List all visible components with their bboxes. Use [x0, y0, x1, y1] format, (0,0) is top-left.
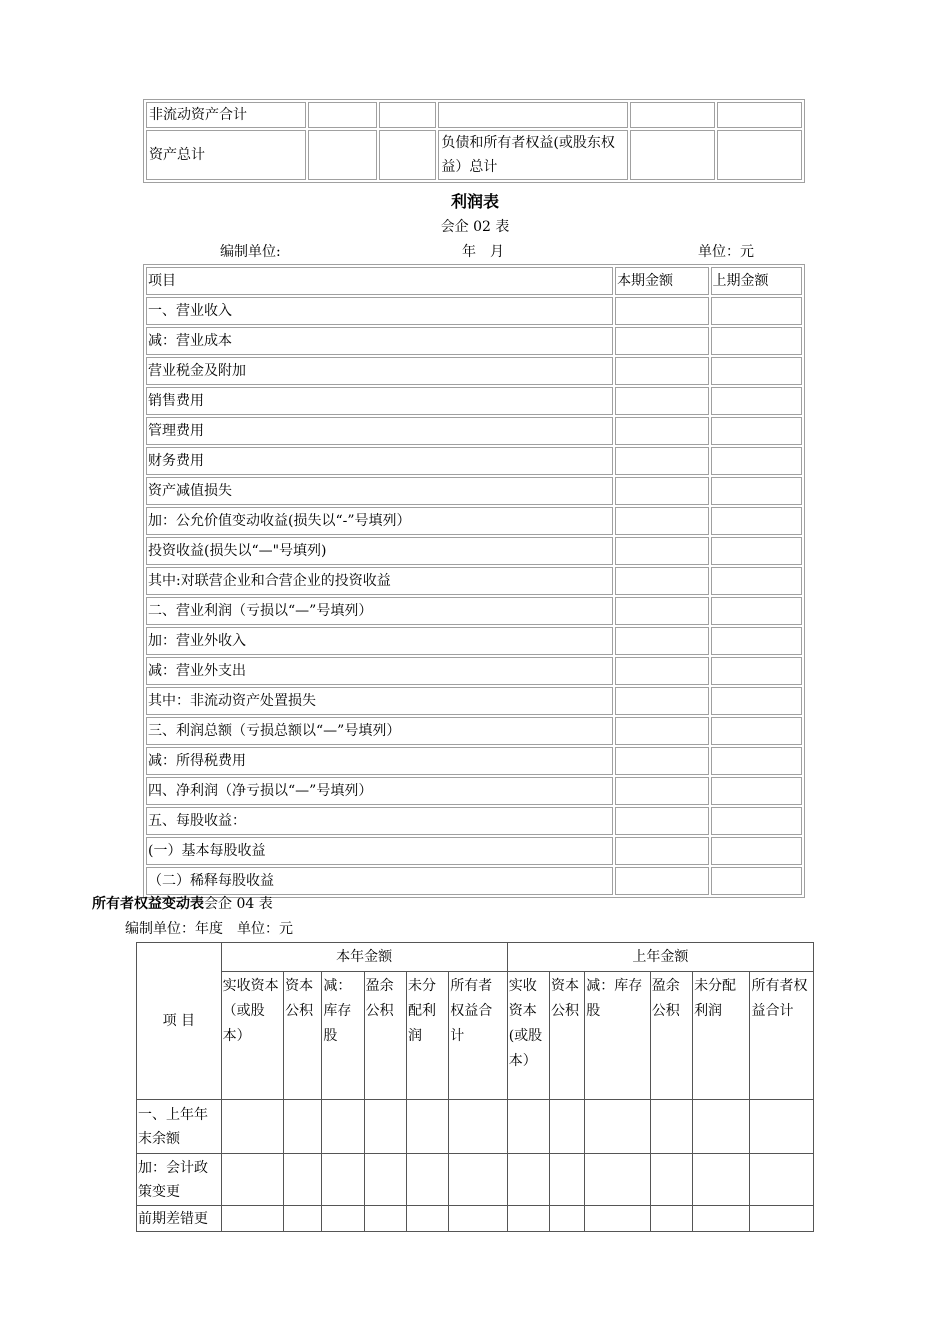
- current-amount-cell: [615, 717, 708, 745]
- column-header: 实收资本（或股本）: [221, 972, 283, 1100]
- current-amount-cell: [615, 477, 708, 505]
- previous-amount-cell: [711, 807, 802, 835]
- equity-title-line: [92, 893, 273, 913]
- amount-cell: [693, 1206, 750, 1232]
- amount-cell: [364, 1206, 406, 1232]
- current-amount-cell: [615, 327, 708, 355]
- column-header: 未分配利润: [406, 972, 448, 1100]
- current-amount-cell: [615, 627, 708, 655]
- table-row: [146, 777, 802, 805]
- column-header: 所有者权益合计: [750, 972, 814, 1100]
- current-amount-cell: [615, 837, 708, 865]
- row-label: 前期差错更: [137, 1206, 222, 1232]
- amount-cell: [449, 1206, 507, 1232]
- current-amount-cell: [615, 777, 708, 805]
- table-row: [137, 1206, 814, 1232]
- amount-cell: [284, 1100, 322, 1154]
- table-row: [146, 477, 802, 505]
- table-row: [146, 327, 802, 355]
- amount-cell: [364, 1154, 406, 1206]
- previous-amount-cell: [711, 597, 802, 625]
- previous-amount-cell: [711, 747, 802, 775]
- row-label: [438, 102, 628, 128]
- previous-amount-cell: [711, 447, 802, 475]
- equity-form-no: 会企 04 表: [204, 896, 273, 912]
- amount-cell: [406, 1154, 448, 1206]
- current-amount-cell: [615, 687, 708, 715]
- column-header: 减：库存股: [322, 972, 364, 1100]
- amount-cell: [322, 1206, 364, 1232]
- header-current: 本期金额: [615, 267, 708, 295]
- row-label: 资产减值损失: [146, 477, 613, 505]
- table-row: [137, 1154, 814, 1206]
- row-label: 三、利润总额（亏损总额以“—”号填列）: [146, 717, 613, 745]
- previous-amount-cell: [711, 477, 802, 505]
- previous-amount-cell: [711, 567, 802, 595]
- amount-cell: [750, 1100, 814, 1154]
- amount-cell: [364, 1100, 406, 1154]
- previous-amount-cell: [711, 657, 802, 685]
- row-label: 加：会计政策变更: [137, 1154, 222, 1206]
- balance-sheet-table: [143, 99, 805, 183]
- amount-cell: [717, 130, 802, 180]
- row-label: (一）基本每股收益: [146, 837, 613, 865]
- column-header: 资本公积: [550, 972, 585, 1100]
- row-label: 财务费用: [146, 447, 613, 475]
- table-subheader-row: [137, 972, 814, 1100]
- table-row: [146, 657, 802, 685]
- current-amount-cell: [615, 807, 708, 835]
- table-row: [146, 102, 802, 128]
- current-amount-cell: [615, 447, 708, 475]
- table-row: [146, 837, 802, 865]
- table-row: [146, 357, 802, 385]
- amount-cell: [507, 1100, 549, 1154]
- row-label: 其中:对联营企业和合营企业的投资收益: [146, 567, 613, 595]
- table-row: [146, 297, 802, 325]
- table-row: [146, 447, 802, 475]
- table-header-row: [146, 267, 802, 295]
- previous-amount-cell: [711, 837, 802, 865]
- column-header: 盈余公积: [650, 972, 692, 1100]
- row-label: 投资收益(损失以“—"号填列): [146, 537, 613, 565]
- table-row: [146, 687, 802, 715]
- current-amount-cell: [615, 567, 708, 595]
- amount-cell: [585, 1206, 650, 1232]
- row-label: 二、营业利润（亏损以“—”号填列）: [146, 597, 613, 625]
- amount-cell: [750, 1206, 814, 1232]
- amount-cell: [750, 1154, 814, 1206]
- current-amount-cell: [615, 657, 708, 685]
- row-label: 销售费用: [146, 387, 613, 415]
- previous-amount-cell: [711, 387, 802, 415]
- column-header: 所有者权益合计: [449, 972, 507, 1100]
- previous-amount-cell: [711, 777, 802, 805]
- row-label: 管理费用: [146, 417, 613, 445]
- amount-cell: [650, 1154, 692, 1206]
- amount-cell: [650, 1206, 692, 1232]
- amount-cell: [449, 1154, 507, 1206]
- table-row: [146, 130, 802, 180]
- previous-amount-cell: [711, 417, 802, 445]
- previous-amount-cell: [711, 867, 802, 895]
- amount-cell: [284, 1206, 322, 1232]
- amount-cell: [406, 1100, 448, 1154]
- amount-cell: [585, 1100, 650, 1154]
- amount-cell: [650, 1100, 692, 1154]
- amount-cell: [221, 1154, 283, 1206]
- table-row: [146, 507, 802, 535]
- amount-cell: [507, 1206, 549, 1232]
- table-row: [146, 867, 802, 895]
- amount-cell: [717, 102, 802, 128]
- table-row: [146, 567, 802, 595]
- row-label: （二）稀释每股收益: [146, 867, 613, 895]
- row-label: 减：营业成本: [146, 327, 613, 355]
- header-item: 项目: [146, 267, 613, 295]
- table-row: [146, 387, 802, 415]
- row-label: 非流动资产合计: [146, 102, 306, 128]
- row-label: 负债和所有者权益(或股东权益）总计: [438, 130, 628, 180]
- row-label: 减：营业外支出: [146, 657, 613, 685]
- amount-cell: [308, 102, 377, 128]
- table-row: [146, 597, 802, 625]
- previous-amount-cell: [711, 537, 802, 565]
- current-amount-cell: [615, 417, 708, 445]
- table-row: [146, 627, 802, 655]
- current-amount-cell: [615, 537, 708, 565]
- amount-cell: [550, 1206, 585, 1232]
- current-amount-cell: [615, 867, 708, 895]
- equity-statement-title: 所有者权益变动表: [92, 896, 204, 912]
- amount-cell: [221, 1206, 283, 1232]
- table-row: [146, 717, 802, 745]
- table-row: [146, 417, 802, 445]
- header-previous: 上期金额: [711, 267, 802, 295]
- row-label: 一、上年年末余额: [137, 1100, 222, 1154]
- column-header: 未分配利润: [693, 972, 750, 1100]
- amount-cell: [550, 1100, 585, 1154]
- table-row: [146, 747, 802, 775]
- row-label: 四、净利润（净亏损以“—”号填列）: [146, 777, 613, 805]
- current-amount-cell: [615, 297, 708, 325]
- income-statement-form-no: 会企 02 表: [440, 219, 510, 235]
- current-amount-cell: [615, 507, 708, 535]
- income-statement-title: 利润表: [450, 192, 499, 211]
- row-label: 其中：非流动资产处置损失: [146, 687, 613, 715]
- table-row: [137, 1100, 814, 1154]
- table-row: [146, 807, 802, 835]
- amount-cell: [693, 1100, 750, 1154]
- previous-amount-cell: [711, 687, 802, 715]
- amount-cell: [406, 1206, 448, 1232]
- current-amount-cell: [615, 747, 708, 775]
- previous-amount-cell: [711, 357, 802, 385]
- row-label: 加：公允价值变动收益(损失以“-”号填列）: [146, 507, 613, 535]
- column-header: 盈余公积: [364, 972, 406, 1100]
- equity-statement-table: [136, 942, 814, 1232]
- table-header-row: [137, 943, 814, 972]
- amount-cell: [550, 1154, 585, 1206]
- previous-amount-cell: [711, 627, 802, 655]
- row-label: 减：所得税费用: [146, 747, 613, 775]
- current-amount-cell: [615, 387, 708, 415]
- amount-cell: [322, 1100, 364, 1154]
- amount-cell: [322, 1154, 364, 1206]
- column-header: 减：库存股: [585, 972, 650, 1100]
- amount-cell: [379, 102, 436, 128]
- column-header: 资本公积: [284, 972, 322, 1100]
- header-item: 项 目: [137, 943, 222, 1100]
- amount-cell: [630, 102, 715, 128]
- previous-amount-cell: [711, 717, 802, 745]
- current-amount-cell: [615, 357, 708, 385]
- previous-amount-cell: [711, 507, 802, 535]
- amount-cell: [693, 1154, 750, 1206]
- previous-amount-cell: [711, 297, 802, 325]
- current-amount-cell: [615, 597, 708, 625]
- compiler-label: 编制单位:: [220, 244, 281, 260]
- amount-cell: [308, 130, 377, 180]
- header-current-year: 本年金额: [221, 943, 507, 972]
- amount-cell: [221, 1100, 283, 1154]
- amount-cell: [585, 1154, 650, 1206]
- row-label: 加：营业外收入: [146, 627, 613, 655]
- income-statement-table: [143, 264, 805, 898]
- row-label: 营业税金及附加: [146, 357, 613, 385]
- amount-cell: [284, 1154, 322, 1206]
- column-header: 实收资本(或股本）: [507, 972, 549, 1100]
- header-previous-year: 上年金额: [507, 943, 813, 972]
- period-label: 年 月: [462, 244, 504, 260]
- amount-cell: [379, 130, 436, 180]
- amount-cell: [449, 1100, 507, 1154]
- equity-meta: 编制单位：年度 单位：元: [125, 921, 293, 937]
- row-label: 一、营业收入: [146, 297, 613, 325]
- amount-cell: [630, 130, 715, 180]
- row-label: 五、每股收益：: [146, 807, 613, 835]
- table-row: [146, 537, 802, 565]
- previous-amount-cell: [711, 327, 802, 355]
- unit-label: 单位：元: [698, 244, 754, 260]
- amount-cell: [507, 1154, 549, 1206]
- row-label: 资产总计: [146, 130, 306, 180]
